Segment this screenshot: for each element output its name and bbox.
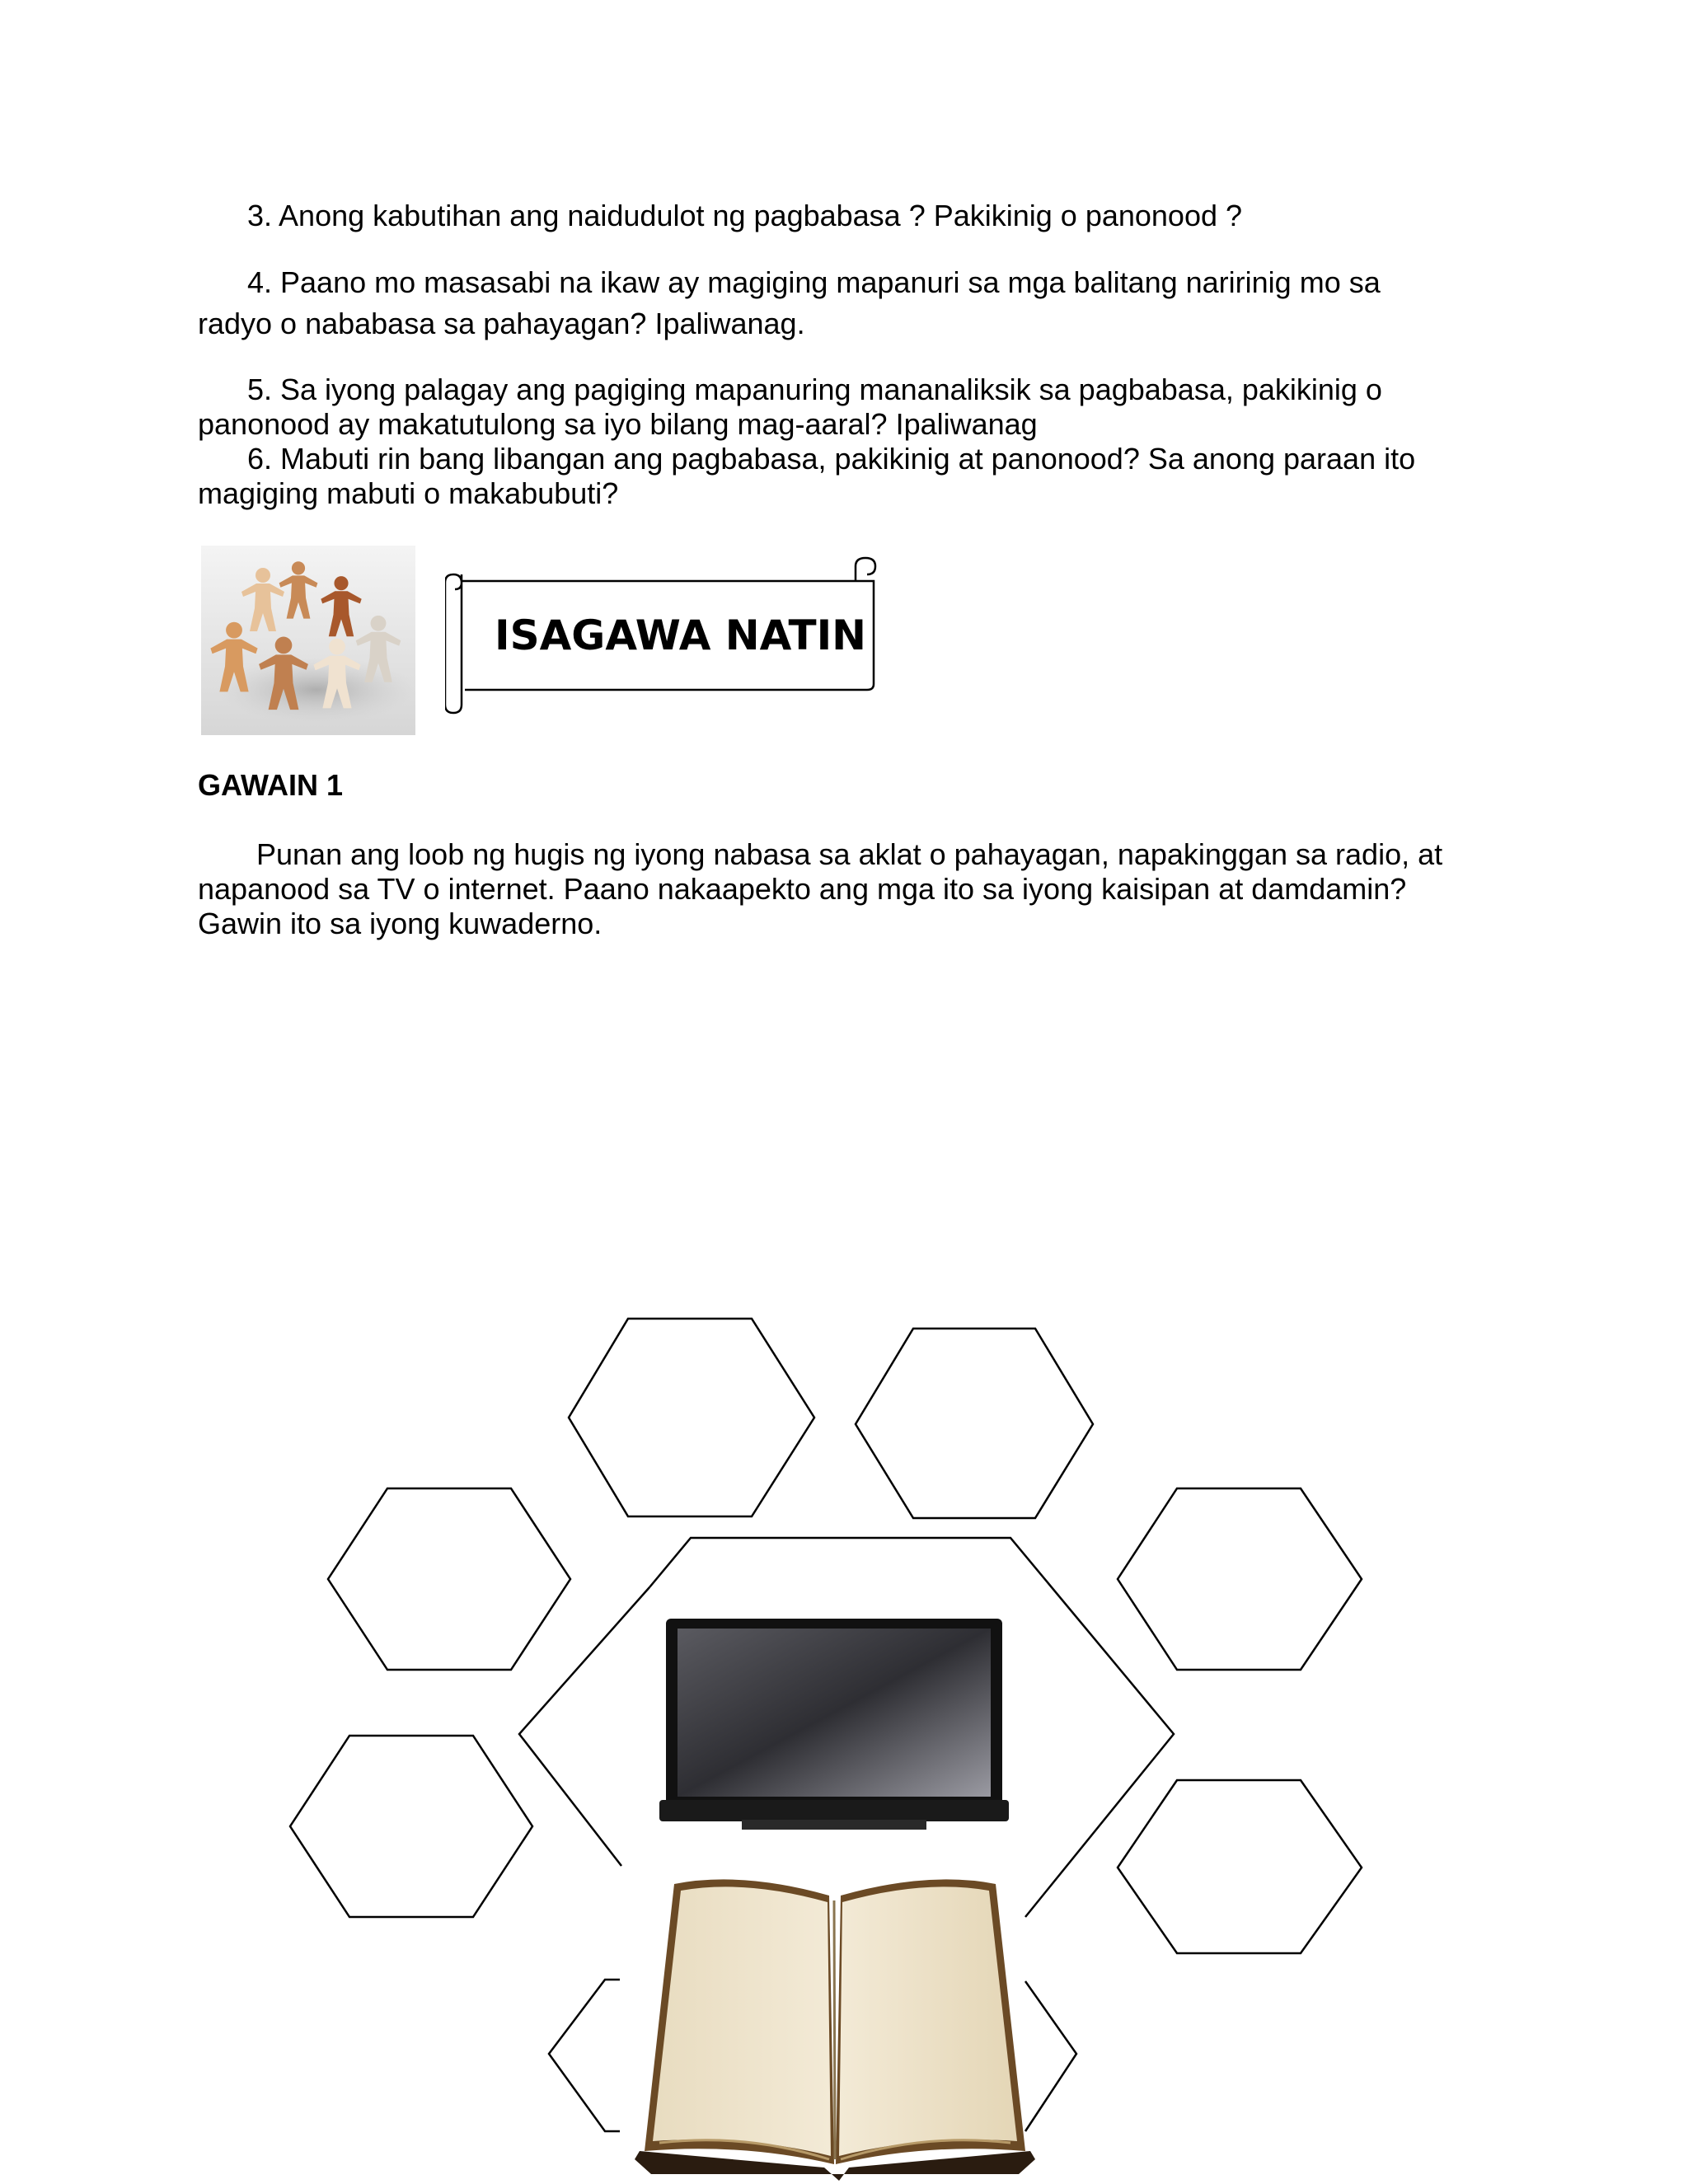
question-5-line-2: panonood ay makatutulong sa iyo bilang mag-aaral? Ipaliwanag bbox=[198, 407, 1038, 441]
activity-instructions-line-2: napanood sa TV o internet. Paano nakaapekto ang mga ito sa iyong kaisipan at damdamin? bbox=[198, 872, 1407, 906]
media-hexagon-diagram bbox=[0, 1302, 1688, 2184]
activity-instructions-line-3: Gawin ito sa iyong kuwaderno. bbox=[198, 907, 603, 940]
question-4-line-1: 4. Paano mo masasabi na ikaw ay magiging mapanuri sa mga balitang naririnig mo sa bbox=[247, 265, 1381, 299]
tv-image bbox=[659, 1619, 1009, 1830]
open-book-image bbox=[635, 1879, 1035, 2181]
question-5-line-1: 5. Sa iyong palagay ang pagiging mapanuring mananaliksik sa pagbabasa, pakikinig o bbox=[247, 373, 1382, 406]
question-6-line-2: magiging mabuti o makabubuti? bbox=[198, 476, 619, 510]
question-4-line-2: radyo o nababasa sa pahayagan? Ipaliwanag. bbox=[198, 307, 805, 340]
activity-instructions-line-1: Punan ang loob ng hugis ng iyong nabasa sa aklat o pahayagan, napakinggan sa radio, at bbox=[256, 837, 1443, 871]
banner-title: ISAGAWA NATIN bbox=[495, 612, 867, 659]
question-3: 3. Anong kabutihan ang naidudulot ng pagbabasa ? Pakikinig o panonood ? bbox=[247, 199, 1243, 232]
hexagon-upper-right bbox=[1118, 1488, 1362, 1670]
question-6-line-1: 6. Mabuti rin bang libangan ang pagbabasa, pakikinig at panonood? Sa anong paraan ito bbox=[247, 442, 1416, 476]
hexagon-lower-left bbox=[290, 1736, 532, 1917]
hexagon-upper-left bbox=[328, 1488, 570, 1670]
paper-people-circle-image bbox=[201, 546, 415, 735]
hexagon-top-right bbox=[856, 1329, 1093, 1518]
activity-heading: GAWAIN 1 bbox=[198, 768, 344, 802]
hexagon-lower-right bbox=[1118, 1780, 1362, 1953]
hexagon-top-left bbox=[569, 1319, 814, 1516]
isagawa-natin-banner bbox=[445, 556, 882, 721]
